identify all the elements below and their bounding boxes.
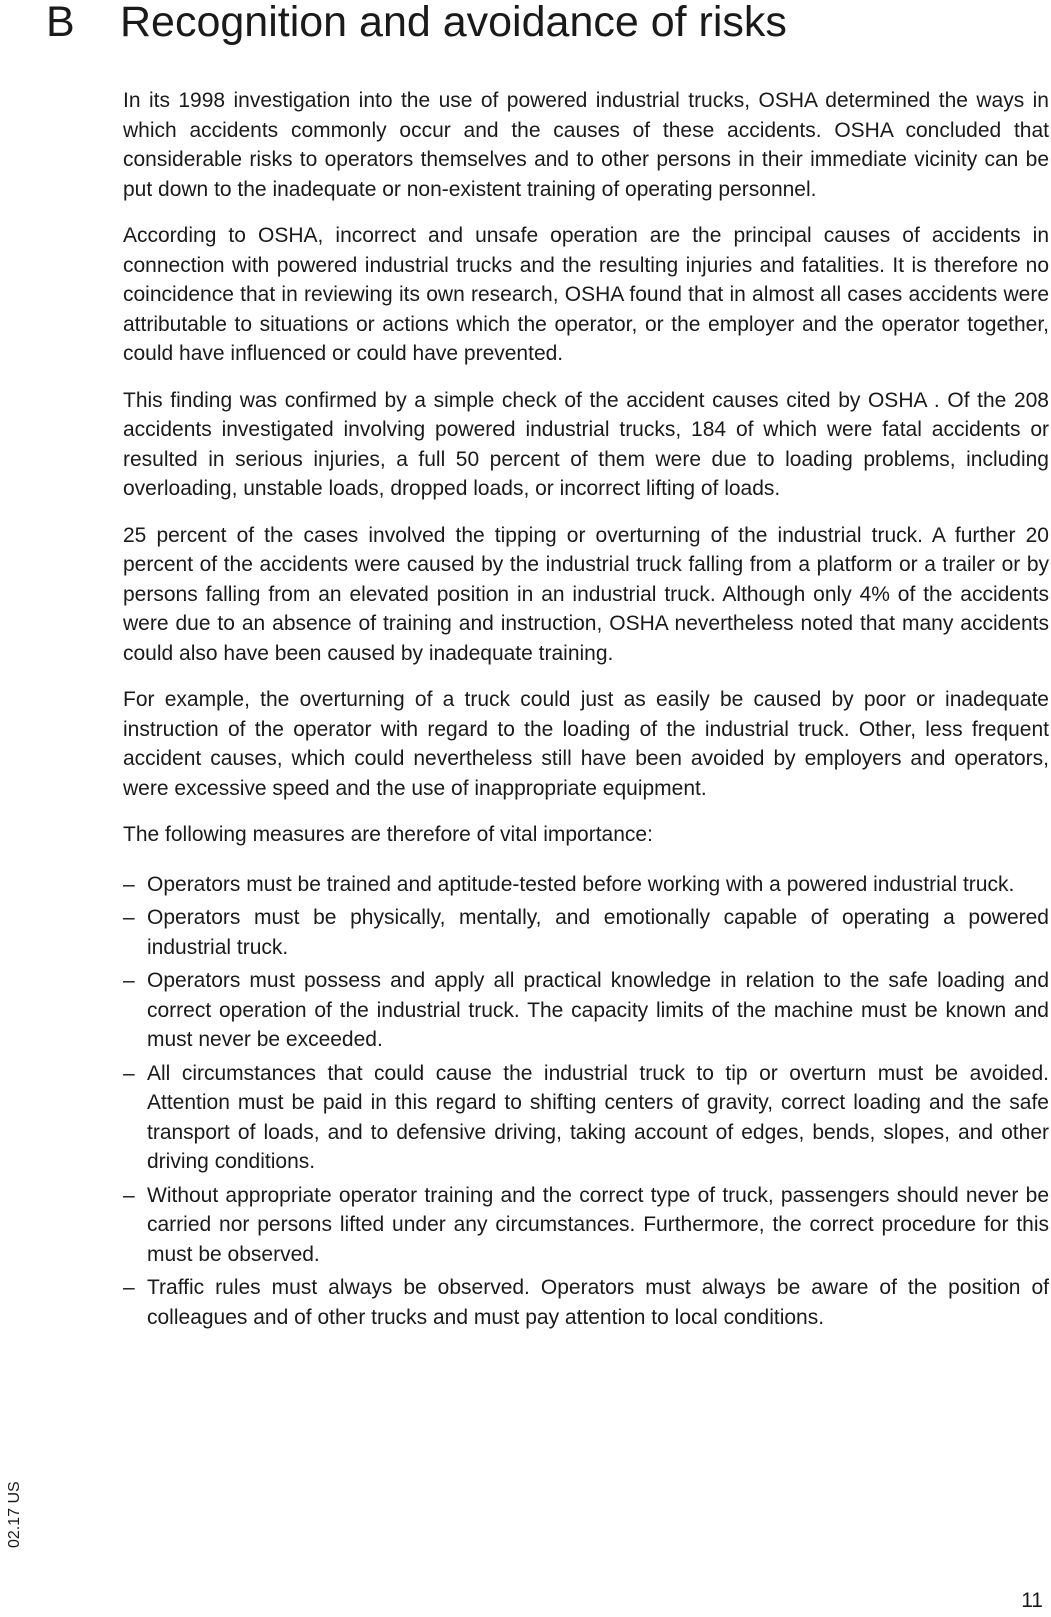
list-item-text: Operators must be trained and aptitude-tested before working with a powered industrial truck.	[147, 872, 1015, 896]
edition-code: 02.17 US	[6, 1481, 23, 1548]
paragraph: For example, the overturning of a truck could just as easily be caused by poor or inadequate instruction of the operator with regard to the loading of the industrial truck. Other, less frequent accident causes, which could nevertheless still have been avoided by employers and operators, were excessive speed and the use of inappropriate equipment.	[123, 688, 1049, 800]
list-item	[123, 1181, 1049, 1270]
list-dash: –	[123, 969, 135, 992]
list-item	[123, 903, 1049, 962]
section-letter: B	[46, 0, 75, 46]
section-title: Recognition and avoidance of risks	[120, 0, 787, 46]
list-item	[123, 1273, 1049, 1332]
measures-list	[123, 870, 1049, 1333]
list-dash: –	[123, 1061, 135, 1085]
paragraph: In its 1998 investigation into the use of powered industrial trucks, OSHA determined the ways in which accidents commonly occur and the causes of these accidents. OSHA concluded that considerable risks to operators themselves and to other persons in their immediate vicinity can be put down to the inadequate or non-existent training of operating personnel.	[123, 89, 1049, 201]
list-item-text: All circumstances that could cause the industrial truck to tip or overturn must be avoided. Attention must be paid in this regard to shifting centers of gravity, correct loading and the safe transport of loads, and to defensive driving, taking account of edges, bends, slopes, and other driving conditions.	[147, 1061, 1049, 1173]
list-item-text: Without appropriate operator training and the correct type of truck, passengers should never be carried nor persons lifted under any circumstances. Furthermore, the correct procedure for this must be observed.	[147, 1183, 1049, 1266]
paragraph: 25 percent of the cases involved the tipping or overturning of the industrial truck. A further 20 percent of the accidents were caused by the industrial truck falling from a platform or a trailer or by persons falling from an elevated position in an industrial truck. Although only 4% of the accidents were due to an absence of training and instruction, OSHA nevertheless noted that many accidents could also have been caused by inadequate training.	[123, 523, 1049, 665]
list-dash: –	[123, 906, 135, 929]
list-dash: –	[123, 1276, 135, 1299]
list-dash: –	[123, 1183, 135, 1207]
paragraph: The following measures are therefore of vital importance:	[123, 823, 653, 846]
list-item-text: Operators must possess and apply all practical knowledge in relation to the safe loading and correct operation of the industrial truck. The capacity limits of the machine must be known and must never be exceeded.	[147, 969, 1049, 1051]
list-item	[123, 966, 1049, 1055]
paragraph: According to OSHA, incorrect and unsafe operation are the principal causes of accidents in connection with powered industrial trucks and the resulting injuries and fatalities. It is therefore no coincidence that in reviewing its own research, OSHA found that in almost all cases accidents were attributable to situations or actions which the operator, or the employer and the operator together, could have influenced or could have prevented.	[123, 224, 1049, 365]
list-item	[123, 1059, 1049, 1177]
list-item-text: Traffic rules must always be observed. Operators must always be aware of the position of colleagues and of other trucks and must pay attention to local conditions.	[147, 1276, 1049, 1329]
paragraph: This finding was confirmed by a simple check of the accident causes cited by OSHA . Of the 208 accidents investigated involving powered industrial trucks, 184 of which were fatal accidents or resulted in serious injuries, a full 50 percent of them were due to loading problems, including overloading, unstable loads, dropped loads, or incorrect lifting of loads.	[123, 388, 1049, 500]
page-number: 11	[1021, 1589, 1043, 1612]
list-item-text: Operators must be physically, mentally, and emotionally capable of operating a powered industrial truck.	[147, 906, 1049, 959]
section-heading	[46, 0, 787, 48]
body-content	[123, 86, 1049, 1336]
list-dash: –	[123, 872, 135, 896]
list-item	[123, 870, 1049, 900]
